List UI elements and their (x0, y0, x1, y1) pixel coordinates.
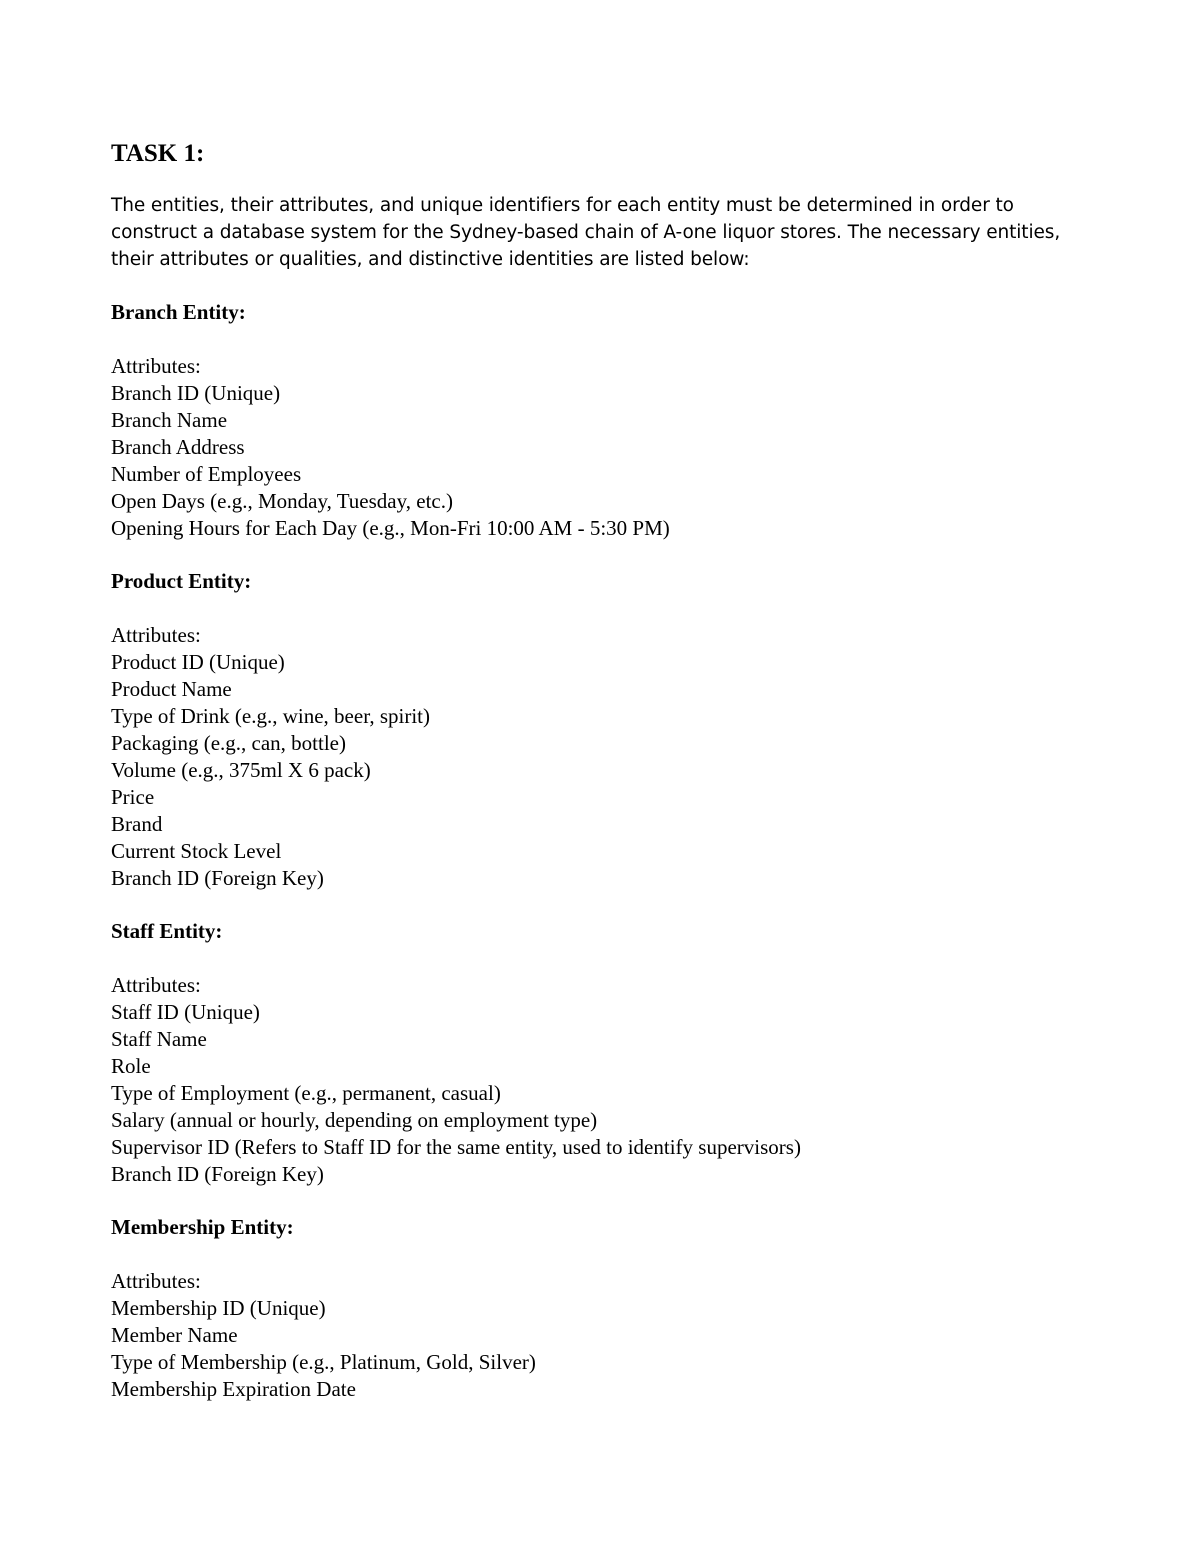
entity-heading: Branch Entity: (111, 300, 246, 324)
entity-heading: Membership Entity: (111, 1215, 294, 1239)
entity-heading: Staff Entity: (111, 919, 223, 943)
attribute-item: Branch Address (111, 435, 245, 459)
attribute-item: Membership Expiration Date (111, 1377, 356, 1401)
attribute-item: Branch ID (Foreign Key) (111, 866, 324, 890)
attribute-item: Current Stock Level (111, 839, 282, 863)
attribute-item: Branch ID (Foreign Key) (111, 1162, 324, 1186)
attribute-item: Staff ID (Unique) (111, 1000, 260, 1024)
attribute-item: Price (111, 785, 155, 809)
entity-section (111, 568, 1091, 892)
attribute-item: Product Name (111, 677, 232, 701)
attribute-item: Salary (annual or hourly, depending on employment type) (111, 1108, 598, 1132)
attribute-item: Membership ID (Unique) (111, 1296, 326, 1320)
task-title: TASK 1: (111, 140, 205, 167)
entity-section (111, 299, 1091, 542)
attribute-item: Product ID (Unique) (111, 650, 285, 674)
attribute-item: Open Days (e.g., Monday, Tuesday, etc.) (111, 489, 453, 513)
attributes-label: Attributes: (111, 623, 201, 647)
entity-section (111, 918, 1091, 1188)
attribute-item: Branch Name (111, 408, 228, 432)
attribute-item: Brand (111, 812, 163, 836)
attributes-label: Attributes: (111, 354, 201, 378)
attribute-item: Volume (e.g., 375ml X 6 pack) (111, 758, 371, 782)
intro-paragraph: The entities, their attributes, and unique identifiers for each entity must be determined in order to construct a database system for the Sydney-based chain of A-one liquor stores. The necessary entities, their attributes or qualities, and distinctive identities are listed below: (111, 195, 1061, 270)
entity-section (111, 1214, 1091, 1403)
attribute-item: Packaging (e.g., can, bottle) (111, 731, 346, 755)
attribute-item: Type of Employment (e.g., permanent, casual) (111, 1081, 501, 1105)
attribute-item: Opening Hours for Each Day (e.g., Mon-Fri 10:00 AM - 5:30 PM) (111, 516, 670, 540)
attribute-item: Supervisor ID (Refers to Staff ID for the same entity, used to identify supervisors) (111, 1135, 801, 1159)
attribute-item: Role (111, 1054, 151, 1078)
entity-list (111, 299, 1091, 1403)
attributes-label: Attributes: (111, 1269, 201, 1293)
entity-heading: Product Entity: (111, 569, 252, 593)
attribute-item: Staff Name (111, 1027, 207, 1051)
attributes-label: Attributes: (111, 973, 201, 997)
attribute-item: Member Name (111, 1323, 238, 1347)
document-page (111, 138, 1091, 1429)
attribute-item: Number of Employees (111, 462, 302, 486)
attribute-item: Type of Drink (e.g., wine, beer, spirit) (111, 704, 431, 728)
attribute-item: Branch ID (Unique) (111, 381, 281, 405)
attribute-item: Type of Membership (e.g., Platinum, Gold, Silver) (111, 1350, 536, 1374)
